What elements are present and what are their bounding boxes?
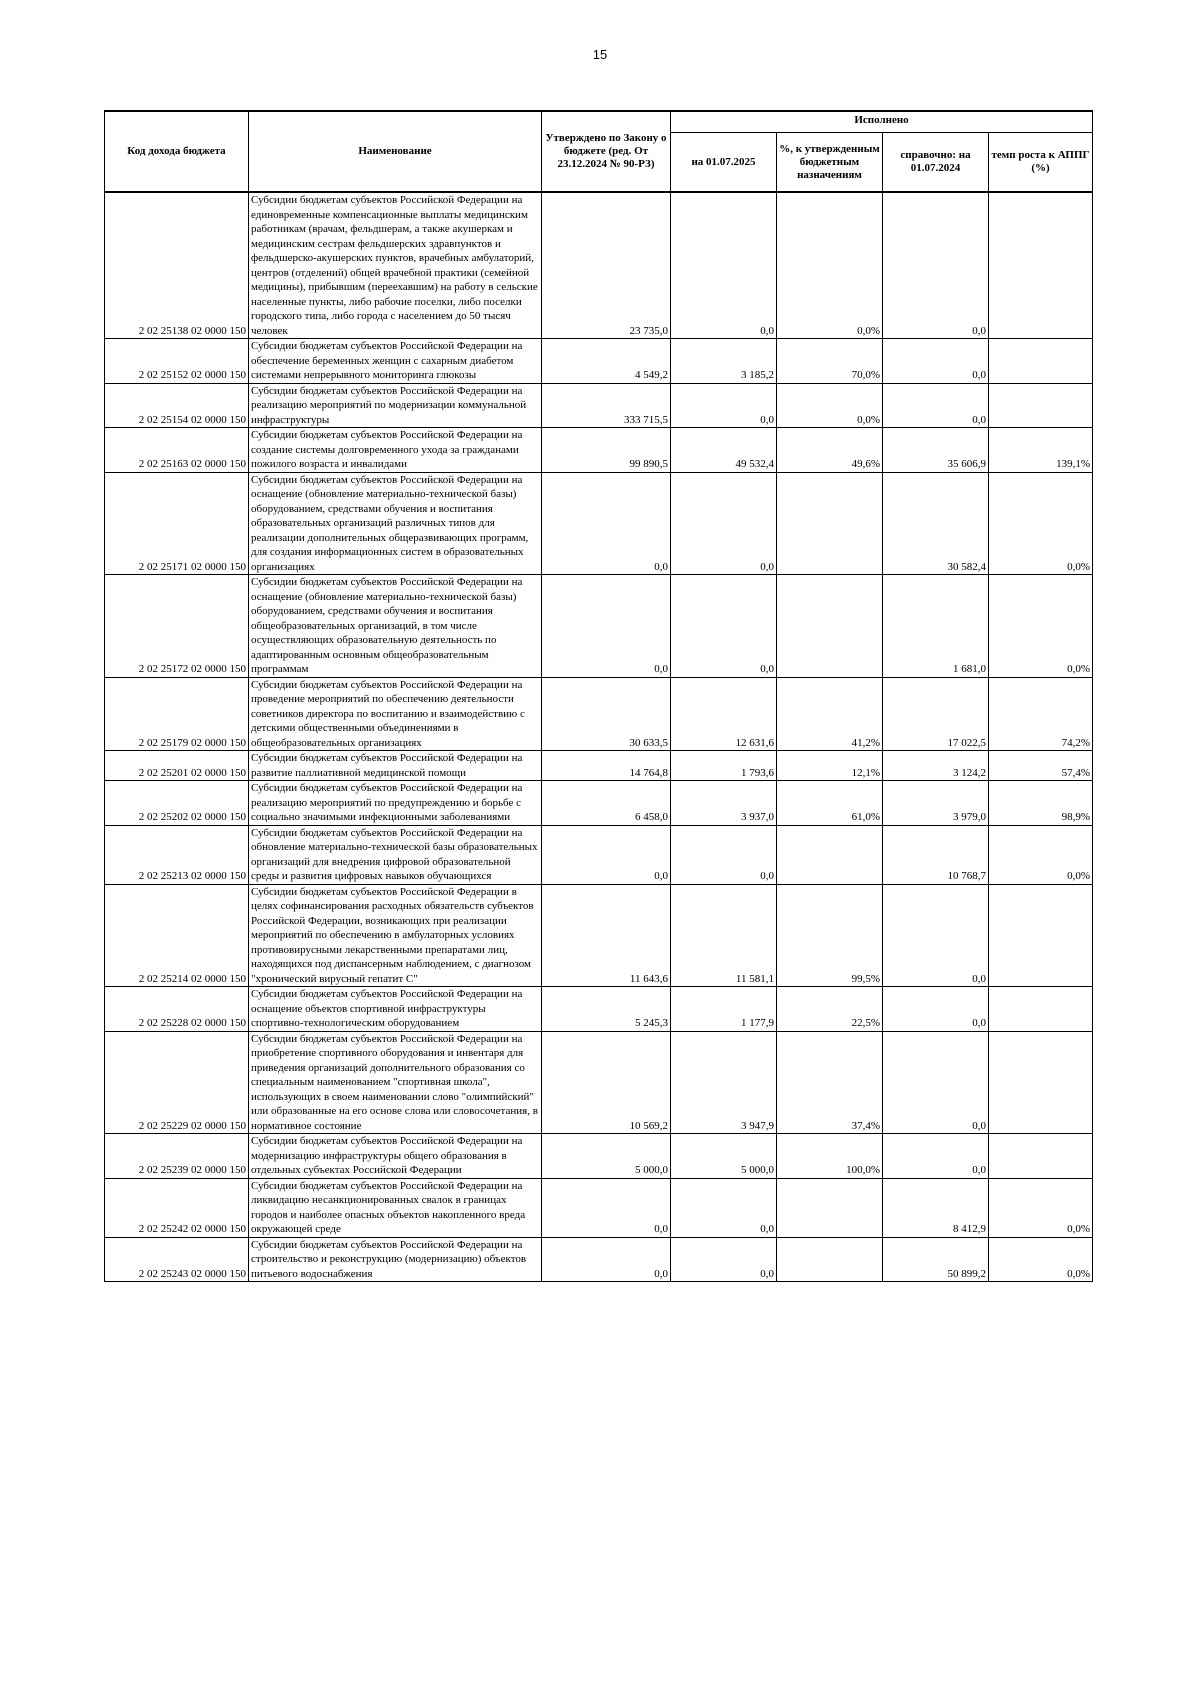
cell-approved: 30 633,5: [542, 677, 671, 751]
cell-percent: 100,0%: [777, 1134, 883, 1179]
header-code: Код дохода бюджета: [105, 111, 249, 192]
table-row: [105, 428, 1093, 473]
cell-name: Субсидии бюджетам субъектов Российской Федерации на проведение мероприятий по обеспечению деятельности советников директора по воспитанию и взаимодействию с детскими общественными объединениями в общеобразовательных организациях: [249, 677, 542, 751]
cell-percent: 37,4%: [777, 1031, 883, 1134]
cell-growth: [989, 383, 1093, 428]
cell-percent: [777, 1237, 883, 1282]
cell-code: 2 02 25239 02 0000 150: [105, 1134, 249, 1179]
cell-percent: [777, 825, 883, 884]
table-row: [105, 383, 1093, 428]
cell-approved: 333 715,5: [542, 383, 671, 428]
cell-percent: 12,1%: [777, 751, 883, 781]
cell-name: Субсидии бюджетам субъектов Российской Федерации на строительство и реконструкцию (модернизацию) объектов питьевого водоснабжения: [249, 1237, 542, 1282]
cell-name: Субсидии бюджетам субъектов Российской Федерации на обновление материально-технической базы образовательных организаций для внедрения цифровой образовательной среды и развития цифровых навыков обучающихся: [249, 825, 542, 884]
cell-name: Субсидии бюджетам субъектов Российской Федерации на оснащение объектов спортивной инфраструктуры спортивно-технологическим оборудованием: [249, 987, 542, 1032]
cell-name: Субсидии бюджетам субъектов Российской Федерации на создание системы долговременного ухода за гражданами пожилого возраста и инвалидами: [249, 428, 542, 473]
cell-growth: 0,0%: [989, 472, 1093, 575]
cell-approved: 14 764,8: [542, 751, 671, 781]
cell-percent: 41,2%: [777, 677, 883, 751]
cell-name: Субсидии бюджетам субъектов Российской Федерации на приобретение спортивного оборудования и инвентаря для приведения организаций дополнительного образования со специальным наименованием "спортивная школа", использующих в своем наименовании слово "олимпийский" или образованные на его основе слова или словосочетания, в нормативное состояние: [249, 1031, 542, 1134]
cell-executed: 0,0: [671, 383, 777, 428]
cell-growth: [989, 1031, 1093, 1134]
cell-executed: 0,0: [671, 575, 777, 678]
cell-executed: 0,0: [671, 825, 777, 884]
cell-code: 2 02 25172 02 0000 150: [105, 575, 249, 678]
cell-name: Субсидии бюджетам субъектов Российской Федерации на развитие паллиативной медицинской помощи: [249, 751, 542, 781]
table-header: [105, 111, 1093, 192]
cell-approved: 0,0: [542, 1178, 671, 1237]
cell-percent: [777, 1178, 883, 1237]
cell-growth: [989, 987, 1093, 1032]
cell-growth: [989, 192, 1093, 339]
table-row: [105, 1178, 1093, 1237]
cell-approved: 10 569,2: [542, 1031, 671, 1134]
header-approved: Утверждено по Закону о бюджете (ред. От 23.12.2024 № 90-РЗ): [542, 111, 671, 192]
cell-code: 2 02 25213 02 0000 150: [105, 825, 249, 884]
cell-approved: 0,0: [542, 825, 671, 884]
cell-code: 2 02 25171 02 0000 150: [105, 472, 249, 575]
cell-name: Субсидии бюджетам субъектов Российской Федерации на реализацию мероприятий по предупреждению и борьбе с социально значимыми инфекционными заболеваниями: [249, 781, 542, 826]
cell-executed: 12 631,6: [671, 677, 777, 751]
cell-executed: 1 793,6: [671, 751, 777, 781]
cell-approved: 4 549,2: [542, 339, 671, 384]
cell-percent: [777, 575, 883, 678]
cell-executed: 3 937,0: [671, 781, 777, 826]
cell-reference: 35 606,9: [883, 428, 989, 473]
cell-percent: 61,0%: [777, 781, 883, 826]
cell-code: 2 02 25154 02 0000 150: [105, 383, 249, 428]
cell-executed: 49 532,4: [671, 428, 777, 473]
table-row: [105, 1237, 1093, 1282]
cell-code: 2 02 25202 02 0000 150: [105, 781, 249, 826]
cell-name: Субсидии бюджетам субъектов Российской Федерации на ликвидацию несанкционированных свалок в границах городов и наиболее опасных объектов накопленного вреда окружающей среде: [249, 1178, 542, 1237]
table-row: [105, 884, 1093, 987]
cell-reference: 0,0: [883, 1134, 989, 1179]
cell-executed: 5 000,0: [671, 1134, 777, 1179]
cell-name: Субсидии бюджетам субъектов Российской Федерации на оснащение (обновление материально-технической базы) оборудованием, средствами обучения и воспитания образовательных организаций различных типов для реализации дополнительных общеразвивающих программ, для создания информационных систем в образовательных организациях: [249, 472, 542, 575]
cell-executed: 0,0: [671, 1237, 777, 1282]
cell-name: Субсидии бюджетам субъектов Российской Федерации в целях софинансирования расходных обязательств субъектов Российской Федерации, возникающих при реализации мероприятий по обеспечению в амбулаторных условиях противовирусными лекарственными препаратами лиц, находящихся под диспансерным наблюдением, с диагнозом "хронический вирусный гепатит С": [249, 884, 542, 987]
cell-approved: 99 890,5: [542, 428, 671, 473]
cell-percent: 49,6%: [777, 428, 883, 473]
cell-name: Субсидии бюджетам субъектов Российской Федерации на реализацию мероприятий по модернизации коммунальной инфраструктуры: [249, 383, 542, 428]
cell-code: 2 02 25163 02 0000 150: [105, 428, 249, 473]
cell-approved: 6 458,0: [542, 781, 671, 826]
cell-growth: [989, 1134, 1093, 1179]
cell-growth: 0,0%: [989, 1237, 1093, 1282]
cell-growth: 57,4%: [989, 751, 1093, 781]
cell-code: 2 02 25242 02 0000 150: [105, 1178, 249, 1237]
header-name: Наименование: [249, 111, 542, 192]
header-percent: %, к утвержденным бюджетным назначениям: [777, 133, 883, 193]
cell-code: 2 02 25179 02 0000 150: [105, 677, 249, 751]
table-row: [105, 472, 1093, 575]
cell-executed: 0,0: [671, 1178, 777, 1237]
cell-growth: 98,9%: [989, 781, 1093, 826]
budget-revenue-table: [104, 110, 1093, 1282]
cell-growth: [989, 884, 1093, 987]
table-row: [105, 1031, 1093, 1134]
cell-approved: 5 245,3: [542, 987, 671, 1032]
cell-reference: 10 768,7: [883, 825, 989, 884]
cell-code: 2 02 25201 02 0000 150: [105, 751, 249, 781]
table-row: [105, 677, 1093, 751]
cell-reference: 0,0: [883, 1031, 989, 1134]
page-number: 15: [592, 47, 608, 62]
cell-reference: 3 979,0: [883, 781, 989, 826]
header-on-date: на 01.07.2025: [671, 133, 777, 193]
table-row: [105, 575, 1093, 678]
cell-name: Субсидии бюджетам субъектов Российской Федерации на оснащение (обновление материально-технической базы) оборудованием, средствами обучения и воспитания общеобразовательных организаций, в том числе осуществляющих образовательную деятельность по адаптированным основным общеобразовательным программам: [249, 575, 542, 678]
table-row: [105, 192, 1093, 339]
cell-reference: 1 681,0: [883, 575, 989, 678]
cell-name: Субсидии бюджетам субъектов Российской Федерации на обеспечение беременных женщин с сахарным диабетом системами непрерывного мониторинга глюкозы: [249, 339, 542, 384]
cell-percent: 99,5%: [777, 884, 883, 987]
cell-growth: 0,0%: [989, 825, 1093, 884]
table-body: [105, 192, 1093, 1282]
cell-growth: 0,0%: [989, 1178, 1093, 1237]
cell-name: Субсидии бюджетам субъектов Российской Федерации на модернизацию инфраструктуры общего образования в отдельных субъектах Российской Федерации: [249, 1134, 542, 1179]
cell-percent: 0,0%: [777, 383, 883, 428]
cell-reference: 0,0: [883, 339, 989, 384]
table-row: [105, 825, 1093, 884]
cell-executed: 3 947,9: [671, 1031, 777, 1134]
cell-reference: 0,0: [883, 383, 989, 428]
cell-reference: 8 412,9: [883, 1178, 989, 1237]
cell-percent: 0,0%: [777, 192, 883, 339]
table-row: [105, 1134, 1093, 1179]
cell-approved: 5 000,0: [542, 1134, 671, 1179]
header-growth: темп роста к АППГ (%): [989, 133, 1093, 193]
cell-code: 2 02 25138 02 0000 150: [105, 192, 249, 339]
cell-reference: 30 582,4: [883, 472, 989, 575]
cell-approved: 11 643,6: [542, 884, 671, 987]
cell-reference: 17 022,5: [883, 677, 989, 751]
cell-approved: 23 735,0: [542, 192, 671, 339]
cell-reference: 0,0: [883, 987, 989, 1032]
cell-code: 2 02 25229 02 0000 150: [105, 1031, 249, 1134]
cell-reference: 0,0: [883, 192, 989, 339]
header-executed-group: Исполнено: [671, 111, 1093, 133]
cell-growth: 139,1%: [989, 428, 1093, 473]
cell-growth: 0,0%: [989, 575, 1093, 678]
cell-growth: 74,2%: [989, 677, 1093, 751]
cell-growth: [989, 339, 1093, 384]
cell-approved: 0,0: [542, 575, 671, 678]
cell-code: 2 02 25214 02 0000 150: [105, 884, 249, 987]
cell-reference: 0,0: [883, 884, 989, 987]
cell-executed: 1 177,9: [671, 987, 777, 1032]
cell-approved: 0,0: [542, 472, 671, 575]
cell-executed: 11 581,1: [671, 884, 777, 987]
cell-reference: 50 899,2: [883, 1237, 989, 1282]
cell-code: 2 02 25152 02 0000 150: [105, 339, 249, 384]
header-reference: справочно: на 01.07.2024: [883, 133, 989, 193]
cell-executed: 0,0: [671, 472, 777, 575]
cell-approved: 0,0: [542, 1237, 671, 1282]
cell-code: 2 02 25228 02 0000 150: [105, 987, 249, 1032]
table-row: [105, 339, 1093, 384]
cell-executed: 0,0: [671, 192, 777, 339]
table-row: [105, 987, 1093, 1032]
cell-percent: 70,0%: [777, 339, 883, 384]
cell-percent: 22,5%: [777, 987, 883, 1032]
table-row: [105, 751, 1093, 781]
cell-executed: 3 185,2: [671, 339, 777, 384]
table-row: [105, 781, 1093, 826]
cell-reference: 3 124,2: [883, 751, 989, 781]
cell-percent: [777, 472, 883, 575]
cell-name: Субсидии бюджетам субъектов Российской Федерации на единовременные компенсационные выплаты медицинским работникам (врачам, фельдшерам, а также акушеркам и медицинским сестрам фельдшерских здравпунктов и фельдшерско-акушерских пунктов, врачебных амбулаторий, центров (отделений) общей врачебной практики (семейной медицины), прибывшим (переехавшим) на работу в сельские населенные пункты, либо рабочие поселки, либо поселки городского типа, либо города с населением до 50 тысяч человек: [249, 192, 542, 339]
cell-code: 2 02 25243 02 0000 150: [105, 1237, 249, 1282]
